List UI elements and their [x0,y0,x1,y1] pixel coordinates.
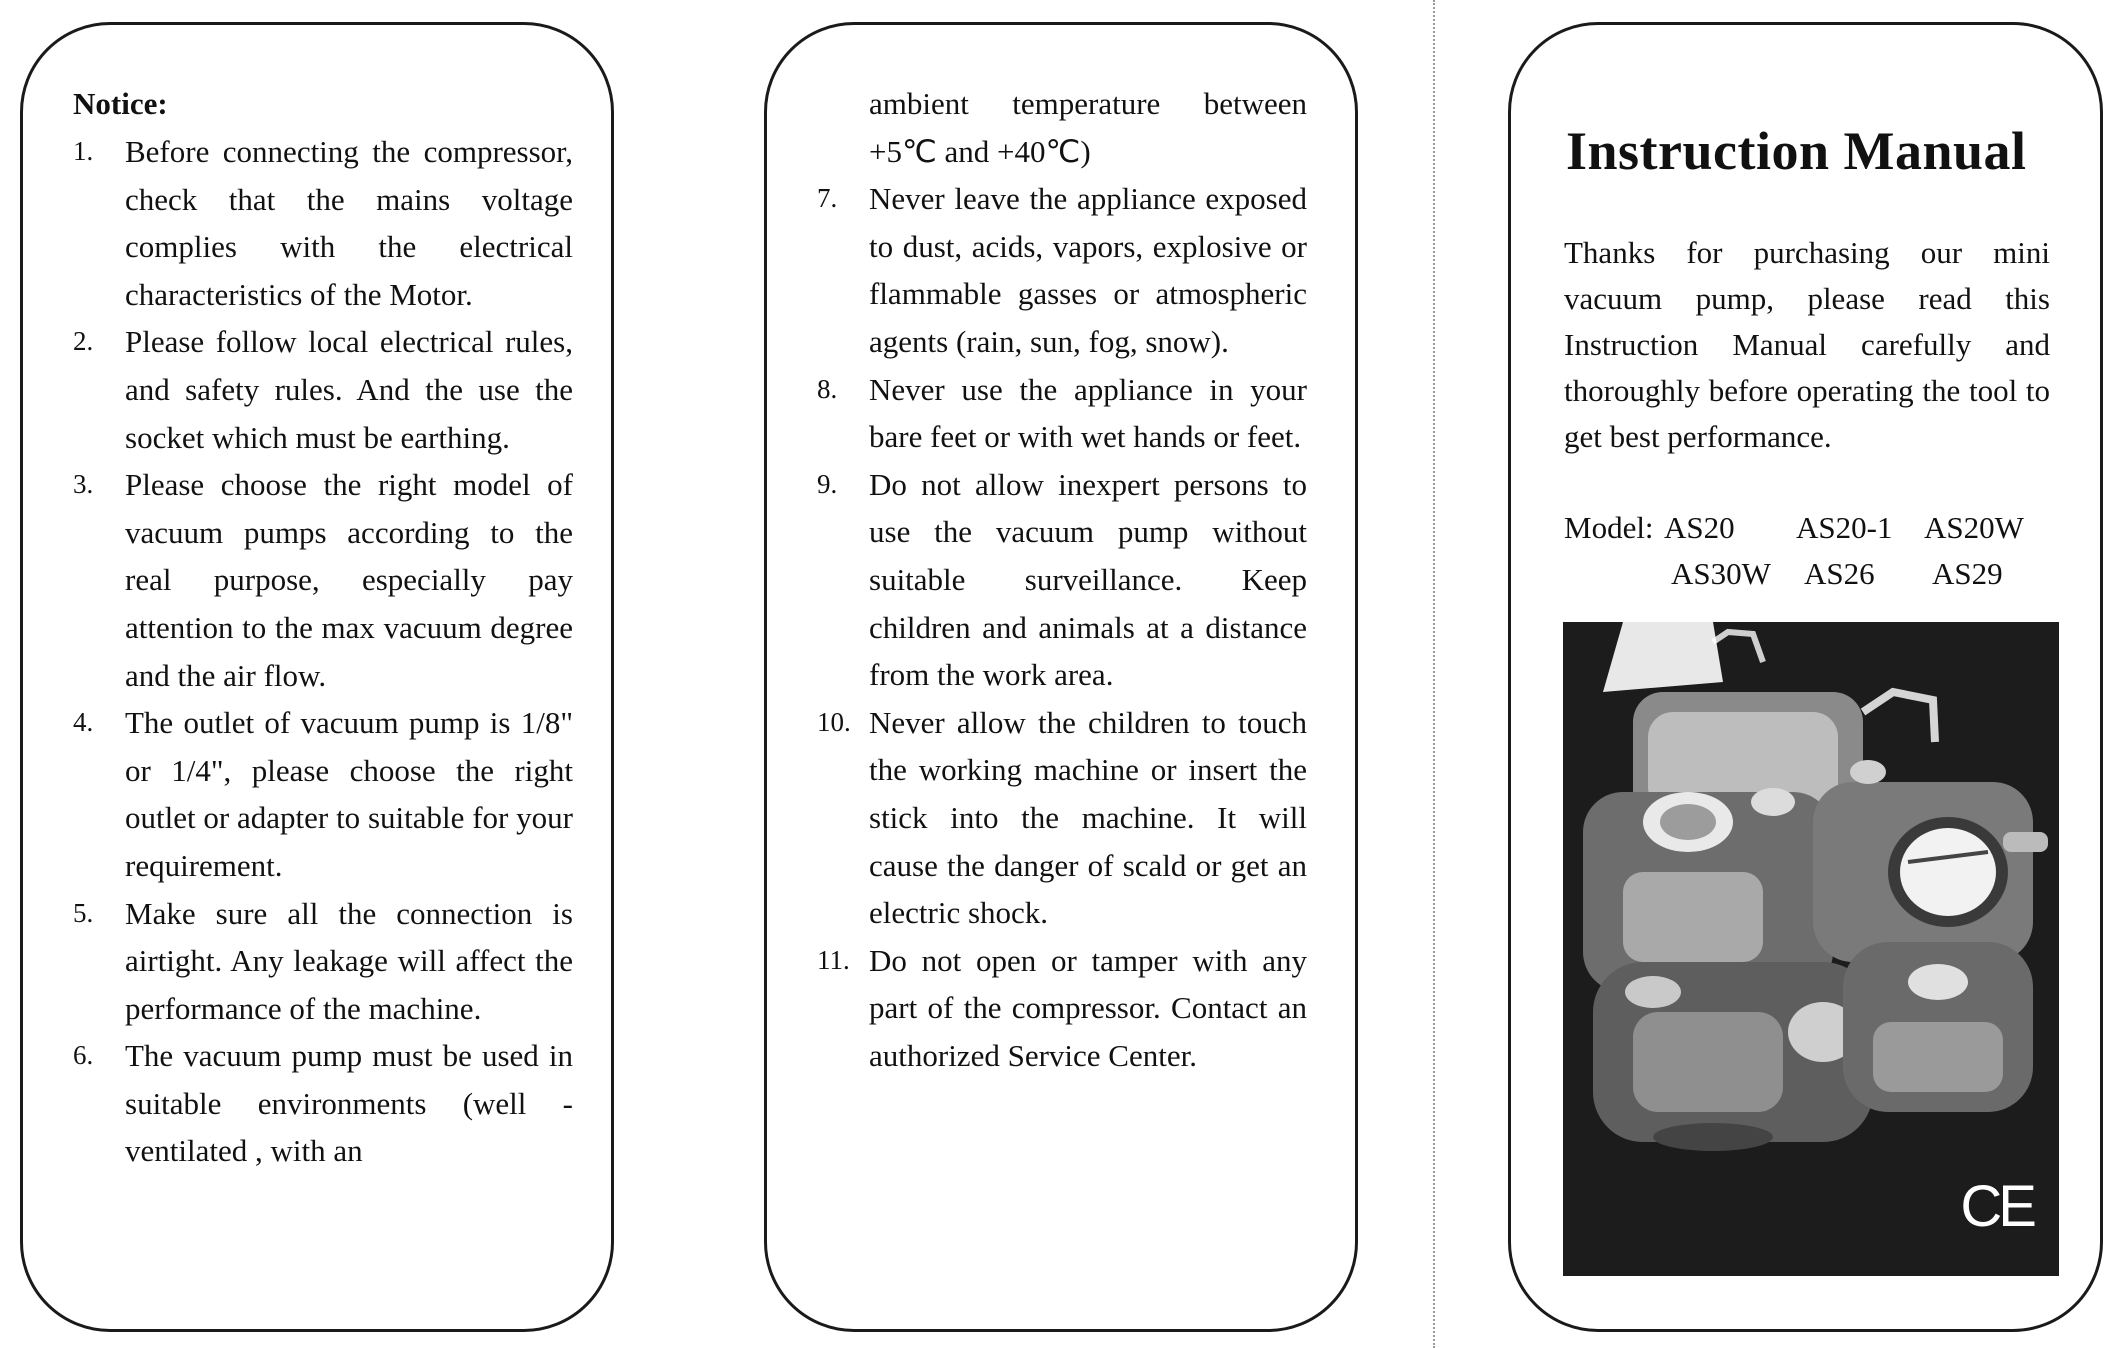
list-item: 6. The vacuum pump must be used in suitable environments (well - ventilated , with an [73,1032,573,1175]
list-item: 8. Never use the appliance in your bare feet or with wet hands or feet. [817,366,1307,461]
safety-list [817,80,1307,1079]
model-name: AS26 [1804,556,1875,591]
notice-heading: Notice: [73,86,168,121]
list-item: 9. Do not allow inexpert persons to use the vacuum pump without suitable surveillance. Keep children and animals at a distance from the work area. [817,461,1307,699]
manual-title: Instruction Manual [1566,121,2027,181]
item-text: The vacuum pump must be used in suitable environments (well - ventilated , with an [125,1038,573,1169]
list-item: 4. The outlet of vacuum pump is 1/8" or 1/4", please choose the right outlet or adapter to suitable for your requirement. [73,699,573,889]
model-name: AS20W [1924,510,2024,545]
model-list [1564,505,2024,551]
item-text: Never allow the children to touch the working machine or insert the stick into the machine. It will cause the danger of scald or get an electric shock. [869,704,1307,931]
list-item: 7. Never leave the appliance exposed to dust, acids, vapors, explosive or flammable gasses or atmospheric agents (rain, sun, fog, snow). [817,175,1307,365]
item-text: The outlet of vacuum pump is 1/8" or 1/4", please choose the right outlet or adapter to suitable for your requirement. [125,705,573,883]
fold-line [1433,0,1435,1348]
list-item: 1. Before connecting the compressor, check that the mains voltage complies with the electrical characteristics of the Motor. [73,128,573,318]
item-text: Before connecting the compressor, check that the mains voltage complies with the electrical characteristics of the Motor. [125,134,573,312]
item-text: Do not open or tamper with any part of the compressor. Contact an authorized Service Center. [869,942,1307,1073]
model-name: AS20 [1664,510,1735,545]
continued-text: ambient temperature between +5℃ and +40℃) [869,86,1307,169]
item-text: Make sure all the connection is airtight. Any leakage will affect the performance of the machine. [125,895,573,1026]
list-item: 11. Do not open or tamper with any part of the compressor. Contact an authorized Service Center. [817,937,1307,1080]
product-photo [1563,622,2059,1276]
item-text: Never leave the appliance exposed to dust, acids, vapors, explosive or flammable gasses or atmospheric agents (rain, sun, fog, snow). [869,181,1307,359]
item-text: Never use the appliance in your bare feet or with wet hands or feet. [869,371,1307,455]
list-item: 5. Make sure all the connection is airtight. Any leakage will affect the performance of the machine. [73,890,573,1033]
model-list [1671,551,2003,597]
notice-list [73,128,573,1175]
item-text: Please choose the right model of vacuum pumps according to the real purpose, especially pay attention to the max vacuum degree and the air flow. [125,467,573,693]
intro-text: Thanks for purchasing our mini vacuum pump, please read this Instruction Manual carefully and thoroughly before operating the tool to get best performance. [1564,235,2050,454]
model-name: AS29 [1932,556,2003,591]
list-item: 2. Please follow local electrical rules, and safety rules. And the use the socket which must be earthing. [73,318,573,461]
ce-mark: CE [1960,1174,2033,1239]
model-label: Model: [1564,510,1654,545]
list-item: 3. Please choose the right model of vacuum pumps according to the real purpose, especially pay attention to the max vacuum degree and the air flow. [73,461,573,699]
model-name: AS30W [1671,556,1771,591]
item-text: Please follow local electrical rules, and safety rules. And the use the socket which must be earthing. [125,324,573,455]
model-name: AS20-1 [1796,510,1893,545]
list-item: 10. Never allow the children to touch the working machine or insert the stick into the machine. It will cause the danger of scald or get an electric shock. [817,699,1307,937]
item-text: Do not allow inexpert persons to use the vacuum pump without suitable surveillance. Keep children and animals at a distance from the work area. [869,466,1307,693]
